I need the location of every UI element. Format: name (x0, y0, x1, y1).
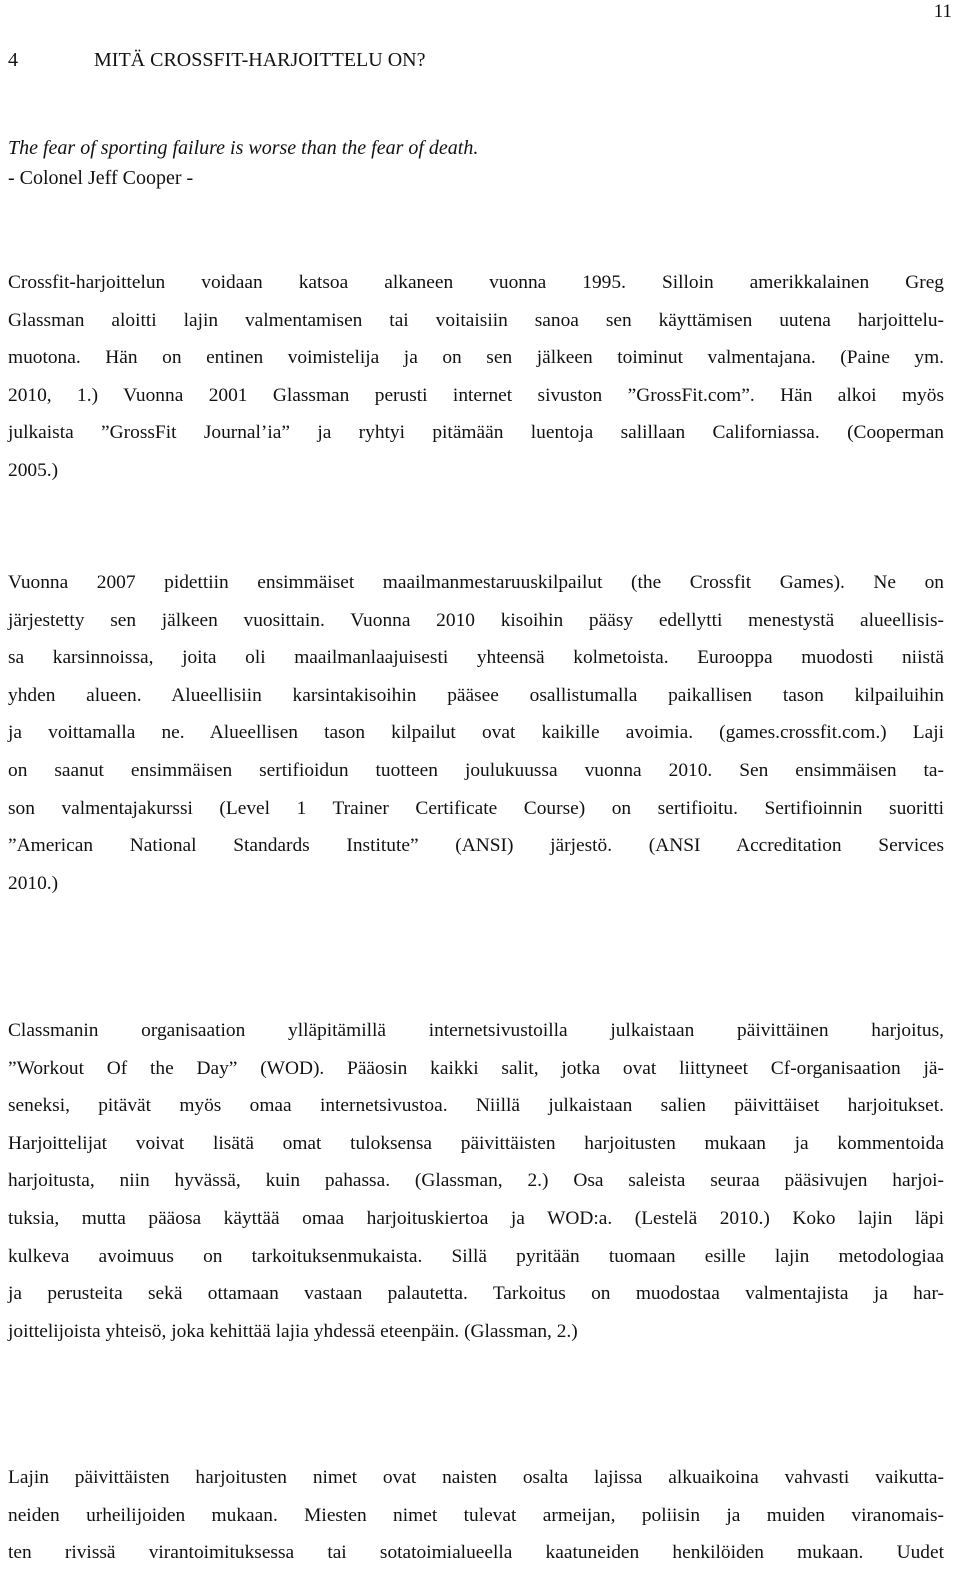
epigraph-author: - Colonel Jeff Cooper - (8, 167, 194, 189)
epigraph (8, 133, 478, 193)
paragraph-line: 2010.) (8, 872, 59, 894)
paragraph-line: neiden urheilijoiden mukaan. Miesten nimet tulevat armeijan, poliisin ja muiden viranomais- (8, 1504, 944, 1526)
paragraph-line: son valmentajakurssi (Level 1 Trainer Certificate Course) on sertifioitu. Sertifioinnin suoritti (8, 797, 944, 819)
paragraph-line: ja voittamalla ne. Alueellisen tason kilpailut ovat kaikille avoimia. (games.crossfit.com.) Laji (8, 722, 944, 744)
paragraph-line: tuksia, mutta pääosa käyttää omaa harjoituskiertoa ja WOD:a. (Lestelä 2010.) Koko lajin läpi (8, 1207, 944, 1229)
paragraph-line: 2010, 1.) Vuonna 2001 Glassman perusti internet sivuston ”GrossFit.com”. Hän alkoi myös (8, 384, 944, 406)
paragraph-line: ja perusteita sekä ottamaan vastaan palautetta. Tarkoitus on muodostaa valmentajista ja har- (8, 1283, 944, 1305)
paragraph-line: muotona. Hän on entinen voimistelija ja on sen jälkeen toiminut valmentajana. (Paine ym. (8, 347, 944, 369)
paragraph (8, 1012, 944, 1350)
paragraph-line: ”Workout Of the Day” (WOD). Pääosin kaikki salit, jotka ovat liittyneet Cf-organisaation jä- (8, 1057, 944, 1079)
paragraph-line: Crossfit-harjoittelun voidaan katsoa alkaneen vuonna 1995. Silloin amerikkalainen Greg (8, 272, 944, 293)
paragraph-line: Classmanin organisaation ylläpitämillä internetsivustoilla julkaistaan päivittäinen harjoitus, (8, 1020, 944, 1041)
paragraph (8, 264, 944, 490)
paragraph-line: yhden alueen. Alueellisiin karsintakisoihin pääsee osallistumalla paikallisen tason kilpailuihin (8, 684, 944, 706)
chapter-title: MITÄ CROSSFIT-HARJOITTELU ON? (94, 49, 426, 71)
paragraph-line: Glassman aloitti lajin valmentamisen tai voitaisiin sanoa sen käyttämisen uutena harjoittelu- (8, 309, 944, 331)
paragraph-line: Vuonna 2007 pidettiin ensimmäiset maailmanmestaruuskilpailut (the Crossfit Games). Ne on (8, 572, 944, 593)
paragraph-line: kulkeva avoimuus on tarkoituksenmukaista. Sillä pyritään tuomaan esille lajin metodologiaa (8, 1245, 944, 1267)
paragraph-line: julkaista ”GrossFit Journal’ia” ja ryhtyi pitämään luentoja salillaan Californiassa. (Cooperman (8, 422, 944, 444)
paragraph-line: joittelijoista yhteisö, joka kehittää lajia yhdessä eteenpäin. (Glassman, 2.) (8, 1320, 578, 1342)
paragraph-line: harjoitusta, niin hyvässä, kuin pahassa. (Glassman, 2.) Osa saleista seuraa pääsivujen harjoi- (8, 1170, 944, 1192)
paragraph-line: sa karsinnoissa, joita oli maailmanlaajuisesti yhteensä kolmetoista. Eurooppa muodosti niistä (8, 647, 944, 669)
paragraph (8, 564, 944, 902)
page-number: 11 (933, 1, 952, 22)
paragraph (8, 1459, 944, 1572)
chapter-heading (8, 46, 425, 74)
paragraph-line: järjestetty sen jälkeen vuosittain. Vuonna 2010 kisoihin pääsy edellytti menestystä alueellisis- (8, 609, 944, 631)
paragraph-line: ”American National Standards Institute” (ANSI) järjestö. (ANSI Accreditation Services (8, 835, 944, 857)
paragraph-line: 2005.) (8, 459, 59, 481)
paragraph-line: seneksi, pitävät myös omaa internetsivustoa. Niillä julkaistaan salien päivittäiset harjoitukset. (8, 1095, 944, 1117)
paragraph-line: on saanut ensimmäisen sertifioidun tuotteen joulukuussa vuonna 2010. Sen ensimmäisen ta- (8, 759, 944, 781)
paragraph-line: ten rivissä virantoimituksessa tai sotatoimialueella kaatuneiden henkilöiden mukaan. Uudet (8, 1542, 944, 1564)
paragraph-line: Lajin päivittäisten harjoitusten nimet ovat naisten osalta lajissa alkuaikoina vahvasti vaikutta- (8, 1467, 944, 1488)
chapter-number: 4 (8, 49, 18, 71)
epigraph-text: The fear of sporting failure is worse than the fear of death. (8, 137, 479, 159)
paragraph-line: Harjoittelijat voivat lisätä omat tuloksensa päivittäisten harjoitusten mukaan ja kommentoida (8, 1132, 944, 1154)
